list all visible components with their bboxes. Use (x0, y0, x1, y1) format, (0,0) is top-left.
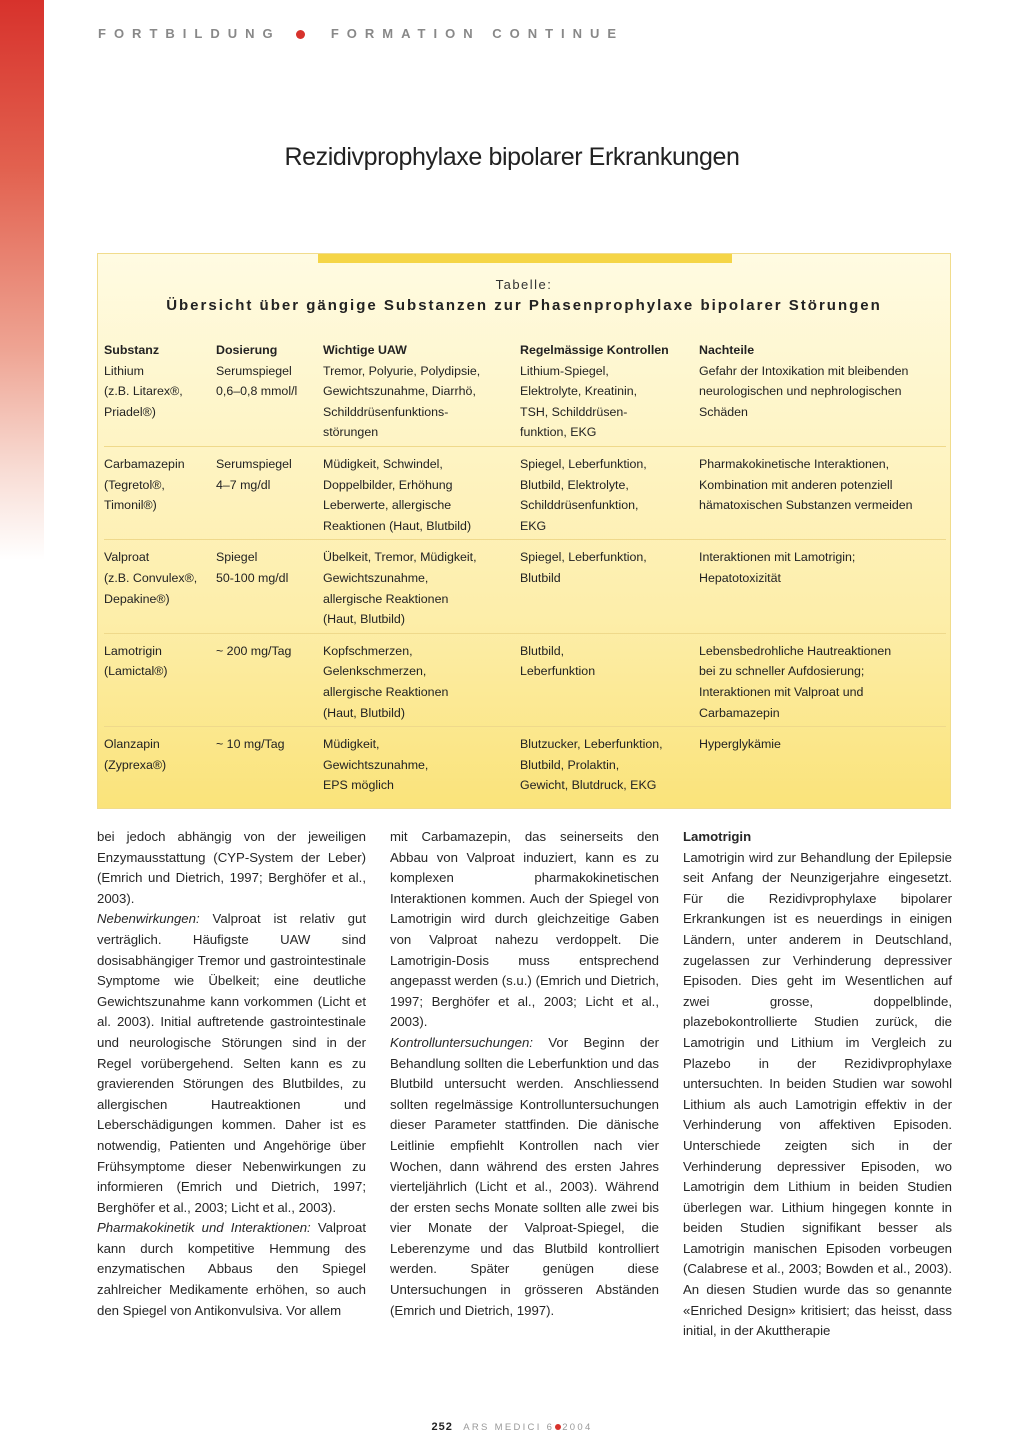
footer-dot-icon (555, 1424, 561, 1430)
table-header-cell: Nachteile (699, 343, 755, 357)
table-cell: Olanzapin (Zyprexa®) (104, 727, 216, 799)
table-cell: Hyperglykämie (699, 727, 946, 799)
section-header-french: FORMATION CONTINUE (330, 26, 625, 41)
table-tab-strip (318, 254, 732, 263)
table-cell: Gefahr der Intoxikation mit bleibenden neurologischen und nephrologischen Schäden (699, 363, 909, 419)
table-cell: Spiegel, Leberfunktion, Blutbild (520, 540, 699, 633)
table-cell: Lamotrigin (Lamictal®) (104, 633, 216, 726)
subheading: Pharmakokinetik und Interaktionen: (97, 1220, 311, 1236)
article-title: Rezidivprophylaxe bipolarer Erkrankungen (284, 143, 740, 171)
table-title: Übersicht über gängige Substanzen zur Phasenprophylaxe bipolarer Störungen (166, 297, 882, 314)
paragraph-text: Lamotrigin wird zur Behandlung der Epilepsie seit Anfang der Neunzigerjahre eingesetzt. Für die Rezidivprophylaxe bipolarer Erkrankungen ist es neuerdings in einigen Ländern, unter anderem in Deutschland, zugelassen zur Verhinderung depressiver Episoden. Dies geht im Wesentlichen auf zwei grosse, doppelblinde, plazebokontrollierte Studien zurück, die Lamotrigin und Lithium im Vergleich zu Plazebo in der Rezidivprophylaxe untersuchten. In beiden Studien war sowohl Lithium als auch Lamotrigin effektiv in der Verhinderung von affektiven Episoden. Unterschiede zeigten sich in der Verhinderung depressiver Episoden, wo Lamotrigin dem Lithium in beiden Studien überlegen war. Lithium hingegen konnte in beiden Studien signifikant besser als Lamotrigin manischen Episoden vorbeugen (Calabrese et al., 2003; Bowden et al., 2003). An diesen Studien wurde das so genannte «Enriched Design» kritisiert; das heisst, dass initial, in der Akuttherapie (683, 849, 952, 1339)
table-header-row (104, 340, 946, 361)
body-paragraph (97, 909, 366, 1218)
section-header (98, 26, 624, 41)
body-paragraph (390, 827, 659, 1033)
table-cell: Serumspiegel 0,6–0,8 mmol/l (216, 363, 298, 399)
section-header-german: FORTBILDUNG (98, 26, 281, 41)
table-cell: Carbamazepin (Tegretol®, Timonil®) (104, 446, 216, 539)
table-row (104, 361, 946, 447)
body-paragraph (390, 1033, 659, 1321)
table-header-cell: Dosierung (216, 343, 278, 357)
table-cell: Lithium-Spiegel, Elektrolyte, Kreatinin, TSH, Schilddrüsen- funktion, EKG (520, 363, 638, 440)
table-cell: Lebensbedrohliche Hautreaktionen bei zu schneller Aufdosierung; Interaktionen mit Valproat und Carbamazepin (699, 633, 946, 726)
subheading: Kontrolluntersuchungen: (390, 1034, 533, 1050)
table-header-cell: Substanz (104, 343, 160, 357)
paragraph-text: Valproat ist relativ gut verträglich. Häufigste UAW sind dosisabhängiger Tremor und gastrointestinale Symptome wie Übelkeit; eine deutliche Gewichtszunahme kann vorkommen (Licht et al. 2003). Initial auftretende gastrointestinale und neurologische Störungen sind in der Regel vorübergehend. Selten kann es zu gravierenden Störungen des Blutbildes, zu allergischen Hautreaktionen und Leberschädigungen kommen. Daher ist es notwendig, Patienten und Angehörige über Frühsymptome dieser Nebenwirkungen zu informieren (Emrich und Dietrich, 1997; Berghöfer et al., 2003; Licht et al., 2003). (97, 911, 366, 1215)
table-cell: Spiegel, Leberfunktion, Blutbild, Elektrolyte, Schilddrüsenfunktion, EKG (520, 446, 699, 539)
header-dot-icon (296, 30, 305, 39)
table-cell: Übelkeit, Tremor, Müdigkeit, Gewichtszunahme, allergische Reaktionen (Haut, Blutbild) (323, 540, 520, 633)
table-cell: ~ 200 mg/Tag (216, 633, 323, 726)
paragraph-text: mit Carbamazepin, das seinerseits den Abbau von Valproat induziert, kann es zu komplexen pharmakokinetischen Interaktionen kommen. Auch der Spiegel von Lamotrigin wird durch gleichzeitige Gaben von Valproat nahezu verdoppelt. Die Lamotrigin-Dosis muss entsprechend angepasst werden (s.u.) (Emrich und Dietrich, 1997; Berghöfer et al., 2003; Licht et al., 2003). (390, 829, 659, 1030)
paragraph-text: Valproat kann durch kompetitive Hemmung des enzymatischen Abbaus den Spiegel zahlreicher Medikamente erhöhen, so auch den Spiegel von Antikonvulsiva. Vor allem (97, 1220, 366, 1318)
body-paragraph (97, 1218, 366, 1321)
paragraph-text: Vor Beginn der Behandlung sollten die Leberfunktion und das Blutbild untersucht werden. Anschliessend sollten regelmässige Kontrolluntersuchungen dieser Parameter stattfinden. Die dänische Leitlinie empfiehlt Kontrollen nach vier Wochen, dann während des ersten Jahres vierteljährlich (Licht et al., 2003). Während der ersten sechs Monate sollten alle zwei bis vier Monate der Valproat-Spiegel, die Leberenzyme und das Blutbild kontrolliert werden. Später genügen diese Untersuchungen in grösseren Abständen (Emrich und Dietrich, 1997). (390, 1034, 659, 1318)
table-cell: Tremor, Polyurie, Polydipsie, Gewichtszunahme, Diarrhö, Schilddrüsenfunktions- störungen (323, 363, 481, 440)
table-cell: ~ 10 mg/Tag (216, 727, 323, 799)
table-cell: Müdigkeit, Gewichtszunahme, EPS möglich (323, 727, 520, 799)
table-header-cell: Regelmässige Kontrollen (520, 343, 669, 357)
body-paragraph (97, 827, 366, 909)
body-column-1 (97, 827, 366, 1321)
page-edge-color-bar (0, 0, 44, 560)
paragraph-text: bei jedoch abhängig von der jeweiligen Enzymausstattung (CYP-System der Leber) (Emrich und Dietrich, 1997; Berghöfer et al., 2003). (97, 829, 366, 906)
drug-table (104, 340, 946, 799)
table-cell: Kopfschmerzen, Gelenkschmerzen, allergische Reaktionen (Haut, Blutbild) (323, 633, 520, 726)
table-cell: Müdigkeit, Schwindel, Doppelbilder, Erhöhung Leberwerte, allergische Reaktionen (Haut, Blutbild) (323, 446, 520, 539)
table-cell: Serumspiegel 4–7 mg/dl (216, 446, 323, 539)
table-box (97, 253, 951, 809)
table-cell: Blutzucker, Leberfunktion, Blutbild, Prolaktin, Gewicht, Blutdruck, EKG (520, 727, 699, 799)
table-row (104, 633, 946, 726)
table-cell: Lithium (z.B. Litarex®, Priadel®) (104, 363, 183, 419)
table-cell: Pharmakokinetische Interaktionen, Kombination mit anderen potenziell hämatoxischen Substanzen vermeiden (699, 446, 946, 539)
journal-year: 2004 (562, 1422, 593, 1433)
body-column-2 (390, 827, 659, 1321)
table-cell: Spiegel 50-100 mg/dl (216, 540, 323, 633)
page-footer (0, 1421, 1024, 1433)
table-cell: Blutbild, Leberfunktion (520, 633, 699, 726)
subheading: Nebenwirkungen: (97, 911, 200, 927)
table-row (104, 540, 946, 633)
table-row (104, 727, 946, 799)
table-cell: Valproat (z.B. Convulex®, Depakine®) (104, 540, 216, 633)
table-label: Tabelle: (495, 277, 553, 292)
body-paragraph (683, 848, 952, 1342)
journal-name: ARS MEDICI 6 (463, 1422, 555, 1433)
body-column-3 (683, 827, 952, 1342)
table-header-cell: Wichtige UAW (323, 343, 407, 357)
section-heading: Lamotrigin (683, 829, 752, 844)
table-row (104, 446, 946, 539)
page-number: 252 (431, 1421, 453, 1433)
table-cell: Interaktionen mit Lamotrigin; Hepatotoxizität (699, 540, 946, 633)
